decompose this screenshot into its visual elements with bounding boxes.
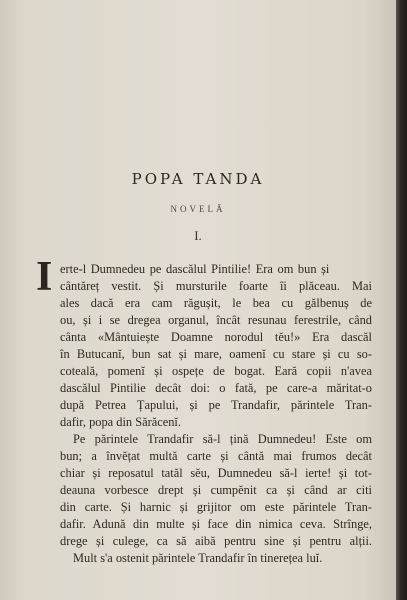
text-line: bun; a învĕțat multă carte și cântă mai frumos decât	[60, 449, 372, 463]
text-line: erte-l Dumnedeu pe dascălul Pintilie! Era om bun și	[60, 262, 330, 276]
story-genre: NOVELĂ	[170, 204, 226, 214]
text-line: în Butucanĭ, bun sat și mare, oamenĭ cu stare și cu so-	[60, 347, 372, 361]
text-line: dafir. Adună din multe și face din nimica ceva. Strînge,	[60, 517, 372, 531]
text-line: cânta «Mântuiește Doamne norodul tĕu!» Era dascăl	[60, 330, 372, 344]
text-line: coteală, pomenĭ și ospețe de bogat. Eară copii n'avea	[60, 364, 372, 378]
text-line: dafir, popa din Sărăcenĭ.	[60, 415, 181, 429]
text-line: drege și culege, ca să aibă pentru sine și pentru alții.	[60, 534, 372, 548]
drop-cap: I	[36, 254, 53, 300]
text-line: Pe părintele Trandafir să-l țină Dumnedeu! Este om	[73, 432, 372, 446]
text-line: deauna vorbesce drept și cumpĕnit ca și când ar citi	[60, 483, 372, 497]
story-title: POPA TANDA	[131, 170, 265, 188]
text-line: din carte. Și harnic și grijitor om este părintele Tran-	[60, 500, 372, 514]
text-line: ou, și i se dregea organul, încât resunau ferestrile, când	[60, 313, 372, 327]
page-gutter	[396, 0, 407, 600]
chapter-number: I.	[194, 228, 202, 243]
text-line: dascălul Pintilie decât doi: o fată, pe care-a măritat-o	[60, 381, 372, 395]
text-line: cântăreț vestit. Și mursturile foarte îi plăceau. Mai	[60, 279, 372, 293]
text-line: după Petrea Țapului, și pe Trandafir, părintele Tran-	[60, 398, 372, 412]
text-line: ales dacă era cam răgușit, le bea cu gălbenuș de	[60, 296, 372, 310]
text-line: Mult s'a ostenit părintele Trandafir în tinerețea luĭ.	[73, 551, 323, 565]
text-line: chiar și reposatul tatăl sĕu, Dumnedeu să-l ierte! și tot-	[60, 466, 372, 480]
